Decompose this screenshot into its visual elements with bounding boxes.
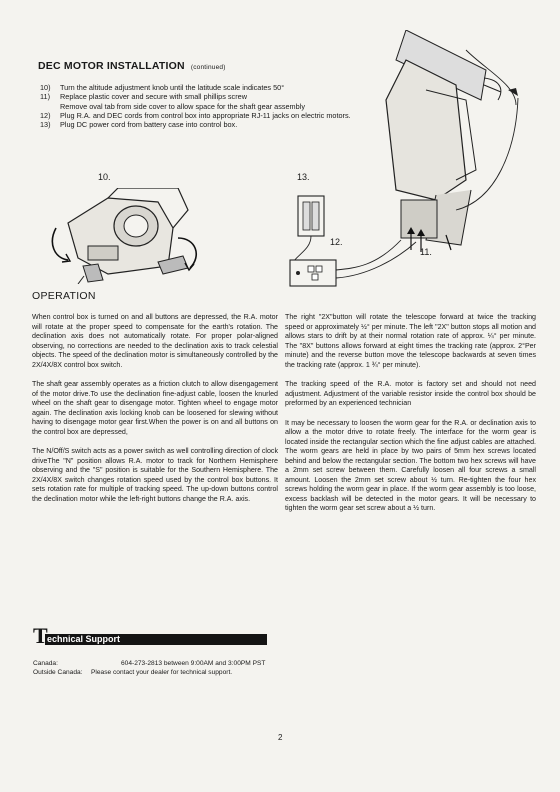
step-number: 10) [40,83,51,92]
operation-left-column [32,313,278,514]
tech-support-heading [33,623,273,648]
figure-label-12: 12. [330,237,343,247]
contact-row [33,659,265,668]
page-number: 2 [278,733,283,742]
telescope-mount-figure [286,30,546,292]
title-continued: (continued) [190,64,226,71]
paragraph: The tracking speed of the R.A. motor is factory set and should not need adjustment. Adjustment of the variable resistor inside the control box should be preformed by an experienced technician [285,380,536,407]
figure-label-13: 13. [297,172,310,182]
section-title [38,60,226,72]
heading-initial: T [33,623,48,648]
contact-info [33,659,265,677]
contact-detail: Please contact your dealer for technical support. [91,669,233,676]
figure-label-11: 11. [420,247,432,257]
step-number: 12) [40,110,51,120]
operation-heading: OPERATION [32,290,96,302]
contact-region: Outside Canada: [33,669,83,676]
heading-label: echnical Support [47,634,121,644]
step-text: Replace plastic cover and secure with small phillips screw [60,92,247,102]
step-text: Plug DC power cord from battery case into control box. [60,120,238,130]
figure-label-10: 10. [98,172,111,182]
paragraph: When control box is turned on and all buttons are depressed, the R.A. motor will rotate at the proper speed to compensate for the earth's rotation. The declination axis does not automatically rotate. For proper polar-aligned observing, no corrections are needed to the declination axis to track celestial objects. The speed of the declination motor is simultaneously controlled by the 2X/4X/8X control box switch. [32,313,278,369]
step-text: Plug R.A. and DEC cords from control box into appropriate RJ-11 jacks on electric motors. [60,110,351,120]
paragraph: It may be necessary to loosen the worm gear for the R.A. or declination axis to allow a the motor drive to rotate freely. The interface for the worm gear is located inside the rectangular section which the fine adjust cables are attached. The worm gears are held in place by two pairs of 5mm hex screws located behind and below the rectangular section. The bottom two hex screws will have a 2mm set screw between them. Carefully loosen all four screws a small amount. Loosen the 2mm set screw about ½ turn. Re-tighten the four hex screws holding the worm gear in place. If the worm gear assembly is too loose, excess backlash will be detected in the motor gears. It will be necessary to tighten the worm gear set screw about a ½ turn. [285,418,536,512]
operation-right-column [285,313,536,524]
contact-detail: 604-273-2813 between 9:00AM and 3:00PM PST [121,660,266,667]
step-number [40,102,60,111]
step-number: 13) [40,120,51,130]
step-number: 11) [40,92,51,102]
contact-region: Canada: [33,660,58,667]
contact-row [33,668,265,677]
paragraph: The N/Off/S switch acts as a power switch as well controlling direction of clock driveThe "N" position allows R.A. motor to track for Northern Hemisphere observing and the "S" position is suitable for the Southern Hemisphere. The 2X/4X/8X switch changes rotation speed used by the control box buttons. It sets rotation rate for multiple of tracking speed. The up-down buttons control the declination motor while the left-right buttons change the R.A. axis. [32,447,278,503]
paragraph: The right "2X"button will rotate the telescope forward at twice the tracking speed or approximately ½° per minute. The left "2X" button stops all motion and allows stars to drift by at their normal rotation rate of approx. ¼° per minute. The "8X" buttons allows forward at eight times the tracking rate (approx. 2°Per minute) and the reverse button move the telescope backwards at seven times the tracking rate (approx. 1 ¾° per minute). [285,313,536,369]
paragraph: The shaft gear assembly operates as a friction clutch to allow disengagement of the motor drive.To use the declination fine-adjust cable, loosen the knurled wheel on the shaft gear to disengage motor. Tighten wheel to engage motor again. The declination axis locking knob can be loosened for slewing without having to disengage motor gear first.When the power is on and all buttons on the control box are depressed, [32,380,278,436]
title-text: DEC MOTOR INSTALLATION [38,60,185,72]
step-text: Remove oval tab from side cover to allow space for the shaft gear assembly [60,101,305,111]
step-text: Turn the altitude adjustment knob until the latitude scale indicates 50° [60,83,285,92]
altitude-knob-figure [48,188,208,284]
